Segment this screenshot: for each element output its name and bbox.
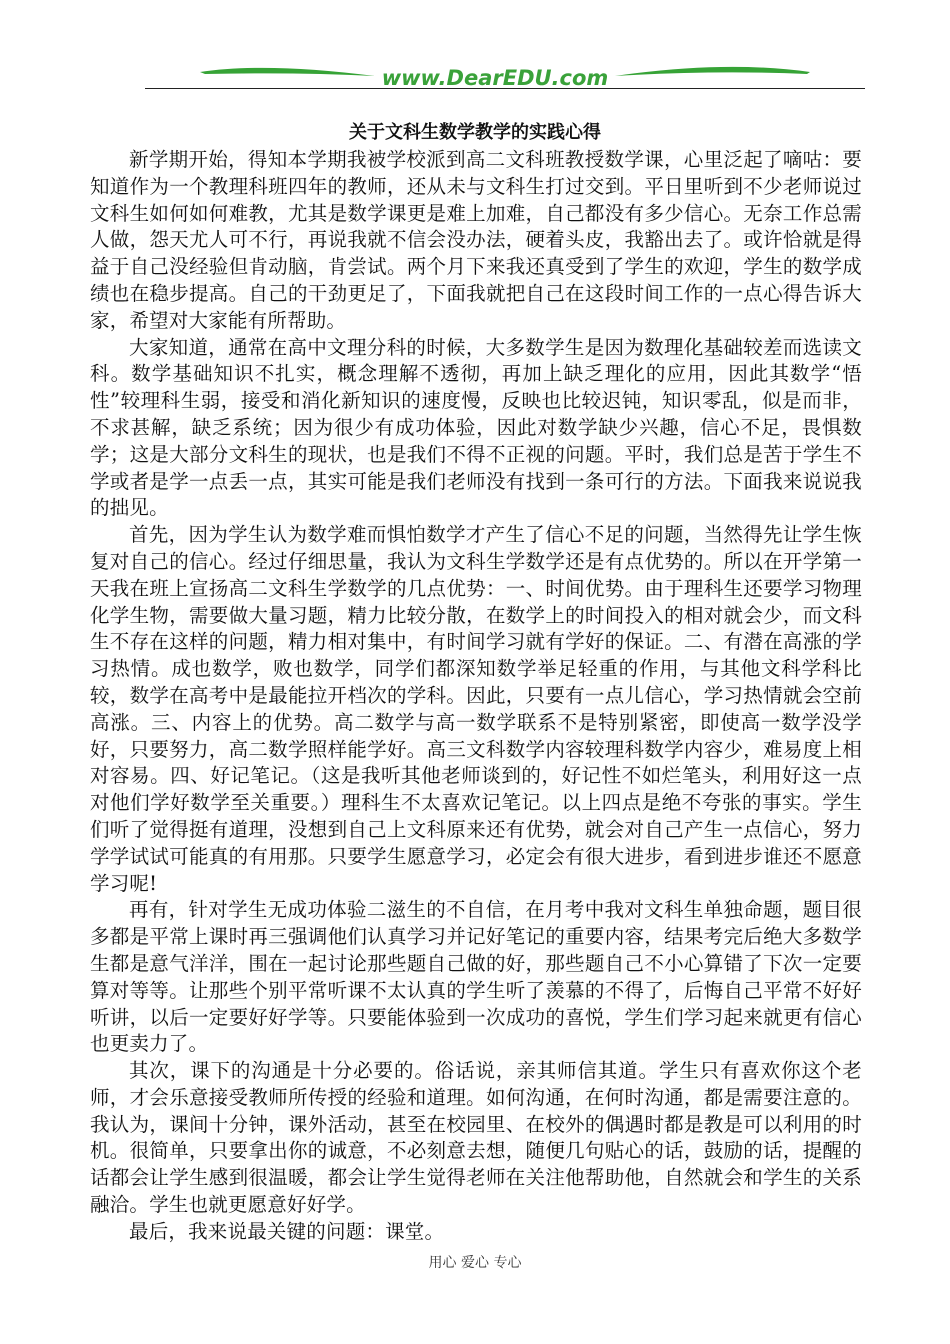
- paragraph-last: 最后，我来说最关键的问题：课堂。: [129, 1219, 445, 1243]
- paragraph-background: 大家知道，通常在高中文理分科的时候，大多数学生是因为数理化基础较差而选读文科。数学基础知识不扎实，概念理解不透彻，再加上缺乏理化的应用，因此其数学“悟性”较理科生弱，接受和消化新知识的速度慢，反映也比较迟钝，知识零乱，似是而非，不求甚解，缺乏系统；因为很少有成功体验，因此对数学缺少兴趣，信心不足，畏惧数学；这是大部分文科生的现状，也是我们不得不正视的问题。平时，我们总是苦于学生不学或者是学一点丢一点，其实可能是我们老师没有找到一条可行的方法。下面我来说说我的拙见。: [90, 335, 862, 520]
- header-swoosh-graphic: [145, 52, 865, 98]
- right-swoosh: [615, 67, 810, 76]
- site-url[interactable]: www.DearEDU.com: [381, 66, 609, 90]
- header-divider: [145, 88, 865, 89]
- left-swoosh: [200, 68, 375, 76]
- paragraph-third: 其次，课下的沟通是十分必要的。俗话说，亲其师信其道。学生只有喜欢你这个老师，才会乐意接受教师所传授的经验和道理。如何沟通，在何时沟通，都是需要注意的。我认为，课间十分钟，课外活动，甚至在校园里、在校外的偶遇时都是教是可以利用的时机。很简单，只要拿出你的诚意，不必刻意去想，随便几句贴心的话，鼓励的话，提醒的话都会让学生感到很温暖，都会让学生觉得老师在关注他帮助他，自然就会和学生的关系融洽。学生也就更愿意好好学。: [90, 1059, 862, 1217]
- document-body: [90, 147, 862, 1246]
- document-title: 关于文科生数学教学的实践心得: [349, 122, 601, 143]
- paragraph-first: 首先，因为学生认为数学难而惧怕数学才产生了信心不足的问题，当然得先让学生恢复对自己的信心。经过仔细思量，我认为文科生学数学还是有点优势的。所以在开学第一天我在班上宣扬高二文科生学数学的几点优势：一、时间优势。由于理科生还要学习物理化学生物，需要做大量习题，精力比较分散，在数学上的时间投入的相对就会少，而文科生不存在这样的问题，精力相对集中，有时间学习就有学好的保证。二、有潜在高涨的学习热情。成也数学，败也数学，同学们都深知数学举足轻重的作用，与其他文科学科比较，数学在高考中是最能拉开档次的学科。因此，只要有一点儿信心，学习热情就会空前高涨。三、内容上的优势。高二数学与高一数学联系不是特别紧密，即使高一数学没学好，只要努力，高二数学照样能学好。高三文科数学内容较理科数学内容少，难易度上相对容易。四、好记笔记。（这是我听其他老师谈到的，好记性不如烂笔头，利用好这一点对他们学好数学至关重要。）理科生不太喜欢记笔记。以上四点是绝不夸张的事实。学生们听了觉得挺有道理，没想到自己上文科原来还有优势，就会对自己产生一点信心，努力学学试试可能真的有用那。只要学生愿意学习，必定会有很大进步，看到进步谁还不愿意学习呢!: [90, 523, 862, 895]
- page-footer: 用心 爱心 专心: [428, 1255, 522, 1271]
- site-header-banner: [145, 52, 865, 98]
- paragraph-intro: 新学期开始，得知本学期我被学校派到高二文科班教授数学课，心里泛起了嘀咕：要知道作为一个教理科班四年的教师，还从未与文科生打过交到。平日里听到不少老师说过文科生如何如何难教，尤其是数学课更是难上加难，自己都没有多少信心。无奈工作总需人做，怨天尤人可不行，再说我就不信会没办法，硬着头皮，我豁出去了。或许恰就是得益于自己没经验但肯动脑，肯尝试。两个月下来我还真受到了学生的欢迎，学生的数学成绩也在稳步提高。自己的干劲更足了，下面我就把自己在这段时间工作的一点心得告诉大家，希望对大家能有所帮助。: [90, 148, 862, 332]
- paragraph-second: 再有，针对学生无成功体验二滋生的不自信，在月考中我对文科生单独命题，题目很多都是平常上课时再三强调他们认真学习并记好笔记的重要内容，结果考完后绝大多数学生都是意气洋洋，围在一起讨论那些题自己做的好，那些题自己不小心算错了下次一定要算对等等。让那些个别平常听课不太认真的学生听了羡慕的不得了，后悔自己平常不好好听讲，以后一定要好好学等。只要能体验到一次成功的喜悦，学生们学习起来就更有信心也更卖力了。: [90, 898, 862, 1056]
